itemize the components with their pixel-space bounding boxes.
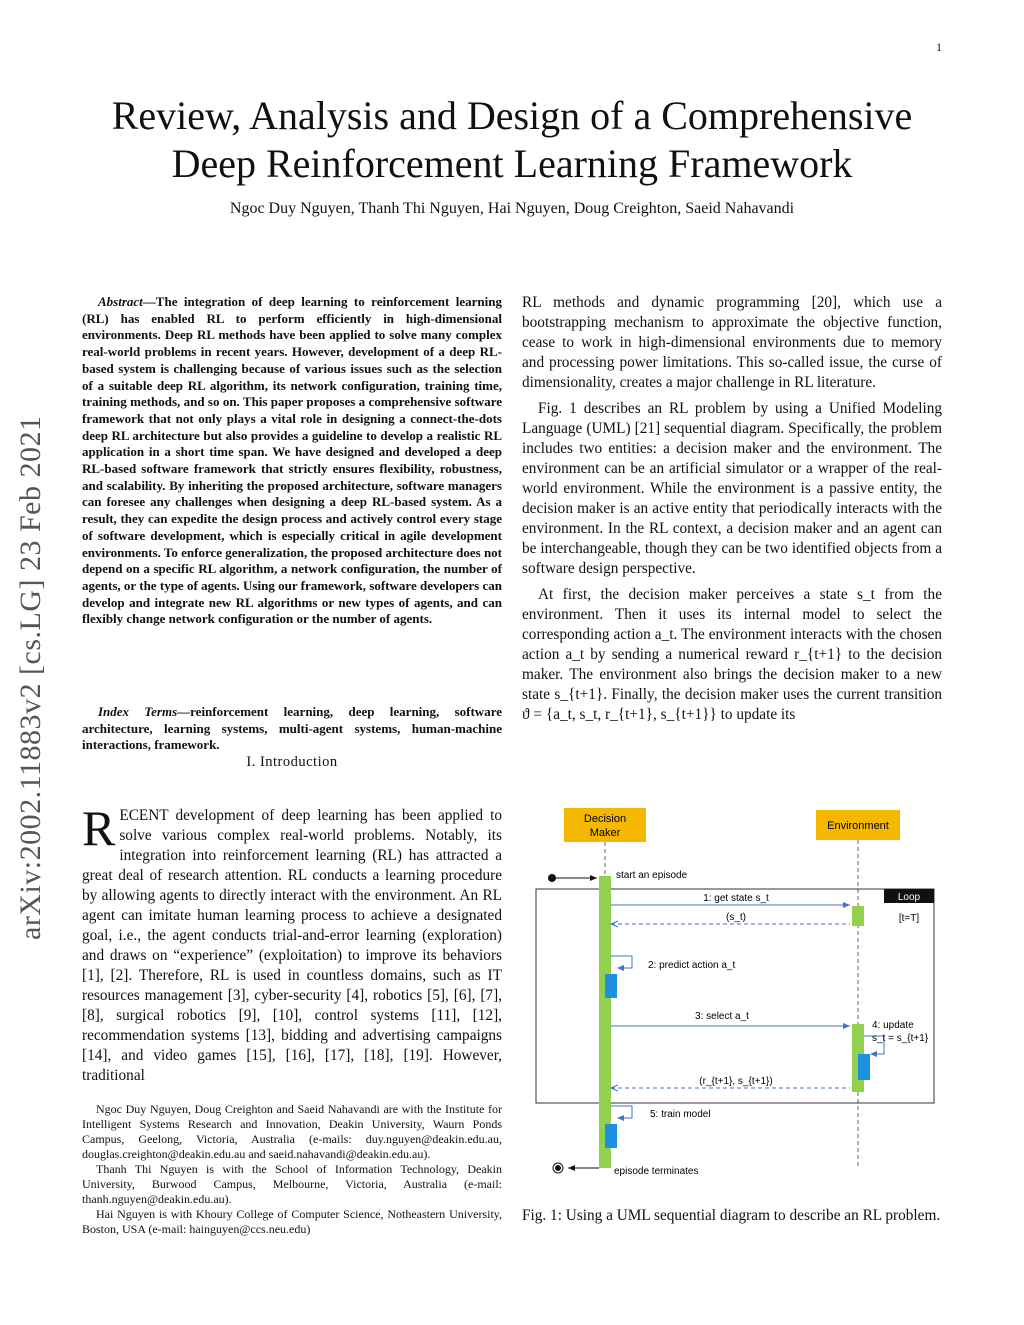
page-number: 1: [936, 40, 942, 54]
loop-guard: [t=T]: [898, 913, 920, 924]
index-text: —reinforcement learning, deep learning, software architecture, learning systems, multi-agent systems, human-machine interactions, framework.: [82, 704, 502, 753]
title-line-1: Review, Analysis and Design of a Comprehensive: [111, 93, 913, 138]
intro-text: ECENT development of deep learning has been applied to solve various complex real-world problems. Notably, its integration into reinforcement learning (RL) has attracted a great deal of research attention. RL conducts a learning procedure by allowing agents to directly interact with the environment. An RL agent can imitate human learning process to achieve a designated goal, i.e., the agent conducts trial-and-error learning (exploration) and draws on “experience” (exploitation) to improve its behaviors [1], [2]. Therefore, RL is used in countless domains, such as IT resources management [3], cyber-security [4], robotics [5], [6], [7], [8], surgical robotics [9], [10], control systems [11], [12], recommendation systems [13], bidding and advertising campaigns [14], and video games [15], [16], [17], [18], [19]. However, traditional: [82, 807, 502, 1084]
right-column-text: [522, 293, 942, 731]
dm-inner-activation-2: [605, 1124, 617, 1148]
msg-select-action: 3: select a_t: [695, 1011, 749, 1022]
env-activation-1: [852, 906, 864, 926]
env-inner-activation: [858, 1054, 870, 1080]
abstract-label: Abstract: [98, 294, 143, 309]
footnote-2: Thanh Thi Nguyen is with the School of Information Technology, Deakin University, Burwood Campus, Melbourne, Victoria, Australia (e-mail: thanh.nguyen@deakin.edu.au).: [82, 1162, 502, 1206]
ret-state: (s_t): [726, 912, 746, 923]
index-terms: [82, 704, 502, 754]
actor-decision-maker-label-2: Maker: [589, 827, 621, 839]
start-label: start an episode: [616, 870, 688, 881]
author-list: Ngoc Duy Nguyen, Thanh Thi Nguyen, Hai Nguyen, Doug Creighton, Saeid Nahavandi: [229, 200, 795, 217]
footnote-1: Ngoc Duy Nguyen, Doug Creighton and Saeid Nahavandi are with the Institute for Intelligent Systems Research and Innovation, Deakin University, Waurn Ponds Campus, Geelong, Victoria, Australia (e-mails: duy.nguyen@deakin.edu.au, douglas.creighton@deakin.edu.au and saeid.nahavandi@deakin.edu.au).: [82, 1102, 502, 1161]
msg-train-model: 5: train model: [650, 1109, 711, 1120]
section-heading: I. Introduction: [246, 754, 338, 770]
dm-inner-activation-1: [605, 974, 617, 998]
figure-caption: Fig. 1: Using a UML sequential diagram to describe an RL problem.: [522, 1207, 941, 1224]
drop-cap: R: [82, 800, 116, 856]
introduction-paragraph: [82, 800, 502, 1086]
right-paragraph-2: Fig. 1 describes an RL problem by using a Unified Modeling Language (UML) [21] sequential diagram. Specifically, the problem includes two entities: a decision maker and the environment. The environment can be an artificial simulator or a wrapper of the real-world environment. While the environment is a passive entity, the decision maker is an active entity that periodically interacts with the environment. In the RL context, a decision maker and an agent can be interchangeable, though they can be two identified objects from a software design perspective.: [522, 400, 942, 577]
actor-environment-label: Environment: [827, 820, 889, 832]
footnote-3: Hai Nguyen is with Khoury College of Computer Science, Notheastern University, Boston, USA (e-mail: hainguyen@ccs.neu.edu): [82, 1207, 502, 1236]
arxiv-stamp: arXiv:2002.11883v2 [cs.LG] 23 Feb 2021: [14, 415, 47, 940]
abstract: [82, 294, 502, 628]
loop-label: Loop: [897, 892, 921, 903]
abstract-text: —The integration of deep learning to reinforcement learning (RL) has enabled RL to perform efficiently in high-dimensional environments. Deep RL methods have been applied to solve many complex real-world problems in recent years. However, development of a deep RL-based system is challenging because of various issues such as the selection of a suitable deep RL algorithm, its network configuration, training time, training methods, and so on. This paper proposes a comprehensive software framework that not only plays a vital role in designing a connect-the-dots deep RL architecture but also provides a guideline to develop a realistic RL application in a short time span. We have designed and developed a deep RL-based software framework that strictly ensures flexibility, robustness, and scalability. By inheriting the proposed architecture, software managers can foresee any challenges when designing a deep RL-based system. As a result, they can expedite the design process and actively control every stage of software development, which is especially critical in agile development environments. To enforce generalization, the proposed architecture does not depend on a specific RL algorithm, a network configuration, the number of agents, or the type of agents. Using our framework, software developers can develop and integrate new RL algorithms or new types of agents, and can flexibly change network configuration or the number of agents.: [82, 294, 502, 627]
msg-update: 4: update: [872, 1020, 914, 1031]
uml-sequence-diagram: [522, 798, 942, 1188]
title-line-2: Deep Reinforcement Learning Framework: [171, 141, 853, 186]
right-paragraph-1: RL methods and dynamic programming [20], which use a bootstrapping mechanism to approximate the objective function, cease to work in high-dimensional environments due to memory and processing power limitations. This so-called issue, the curse of dimensionality, creates a major challenge in RL literature.: [522, 294, 942, 391]
end-label: episode terminates: [614, 1166, 699, 1177]
msg-get-state: 1: get state s_t: [703, 893, 769, 904]
index-label: Index Terms: [98, 704, 178, 719]
right-paragraph-3: At first, the decision maker perceives a state s_t from the environment. Then it uses its internal model to select the corresponding action a_t. The environment interacts with the chosen action a_t by sending a numerical reward r_{t+1} to the decision maker. The environment also brings the decision maker to a new state s_{t+1}. Finally, the decision maker uses the current transition ϑ = {a_t, s_t, r_{t+1}, s_{t+1}} to update its: [522, 586, 942, 723]
actor-decision-maker-label-1: Decision: [583, 813, 627, 825]
paper-title: [60, 92, 964, 188]
footnotes: [82, 1102, 502, 1237]
msg-predict-action: 2: predict action a_t: [648, 960, 736, 971]
ret-reward-state: (r_{t+1}, s_{t+1}): [699, 1076, 773, 1087]
msg-update-state: s_t = s_{t+1}: [872, 1033, 929, 1044]
